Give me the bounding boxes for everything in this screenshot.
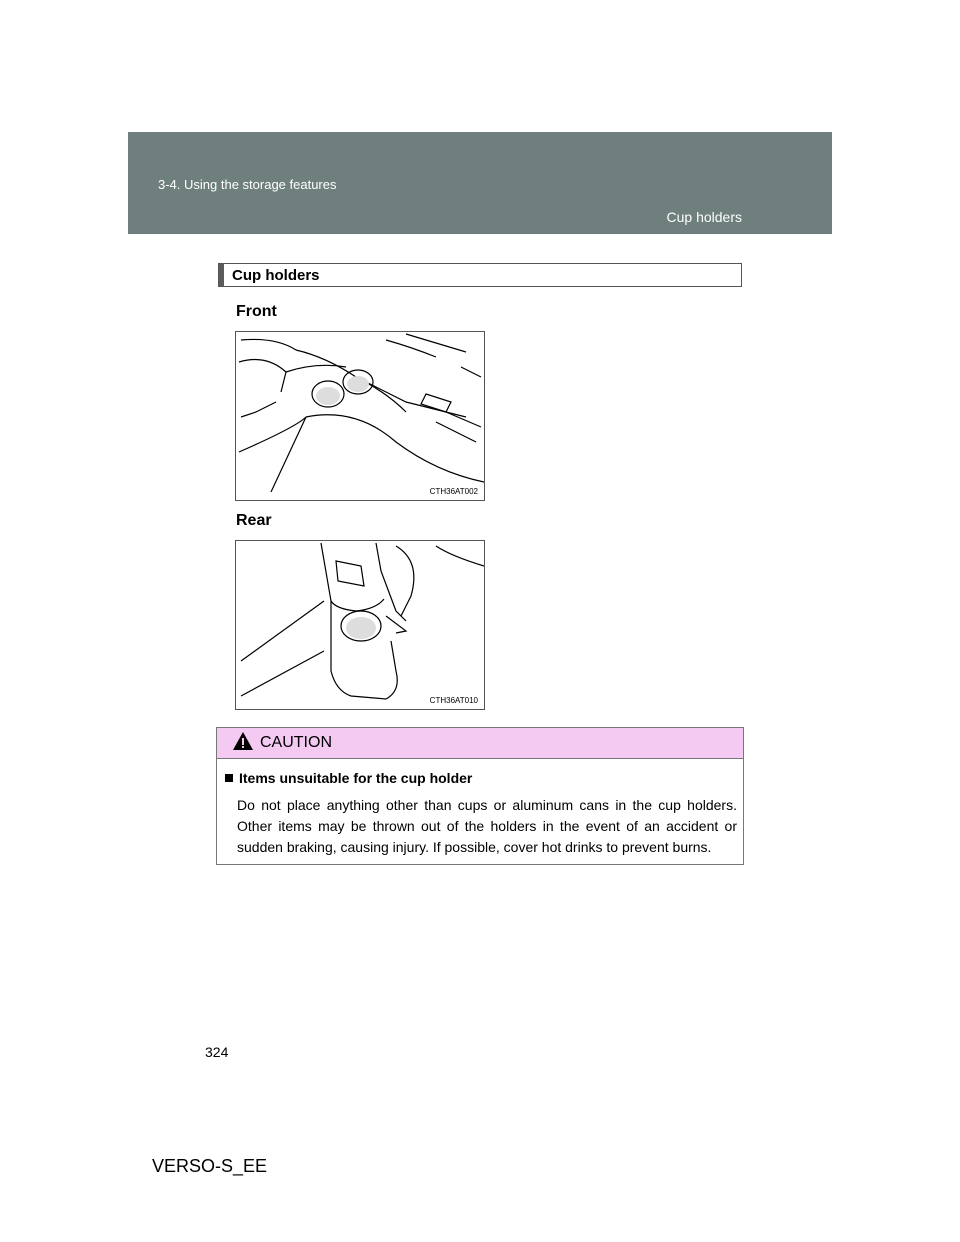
caution-item-title-text: Items unsuitable for the cup holder [239, 770, 473, 786]
front-console-drawing [236, 332, 484, 500]
front-image-code: CTH36AT002 [429, 487, 478, 496]
rear-label: Rear [236, 512, 272, 529]
caution-box [216, 727, 744, 865]
document-footer: VERSO-S_EE [152, 1156, 268, 1176]
caution-header [217, 728, 743, 759]
front-label: Front [236, 303, 277, 320]
topic-title: Cup holders [666, 209, 742, 225]
section-heading-box [218, 263, 742, 287]
page-header [128, 132, 832, 234]
bullet-square-icon [225, 774, 233, 782]
rear-image-code: CTH36AT010 [429, 696, 478, 705]
rear-armrest-drawing [236, 541, 484, 709]
caution-heading: CAUTION [260, 734, 332, 751]
caution-item-title [225, 770, 472, 786]
caution-item-body: Do not place anything other than cups or aluminum cans in the cup holders. Other items may be thrown out of the holders in the event of an accident or sudden braking, causing injury. If possible, cover hot drinks to prevent burns. [237, 797, 737, 855]
section-title: 3-4. Using the storage features [158, 177, 337, 192]
page-number: 324 [205, 1044, 229, 1060]
heading-accent-bar [219, 264, 224, 286]
section-heading: Cup holders [232, 267, 320, 284]
warning-triangle-icon [232, 731, 254, 756]
front-cup-holder-illustration [235, 331, 485, 501]
rear-cup-holder-illustration [235, 540, 485, 710]
